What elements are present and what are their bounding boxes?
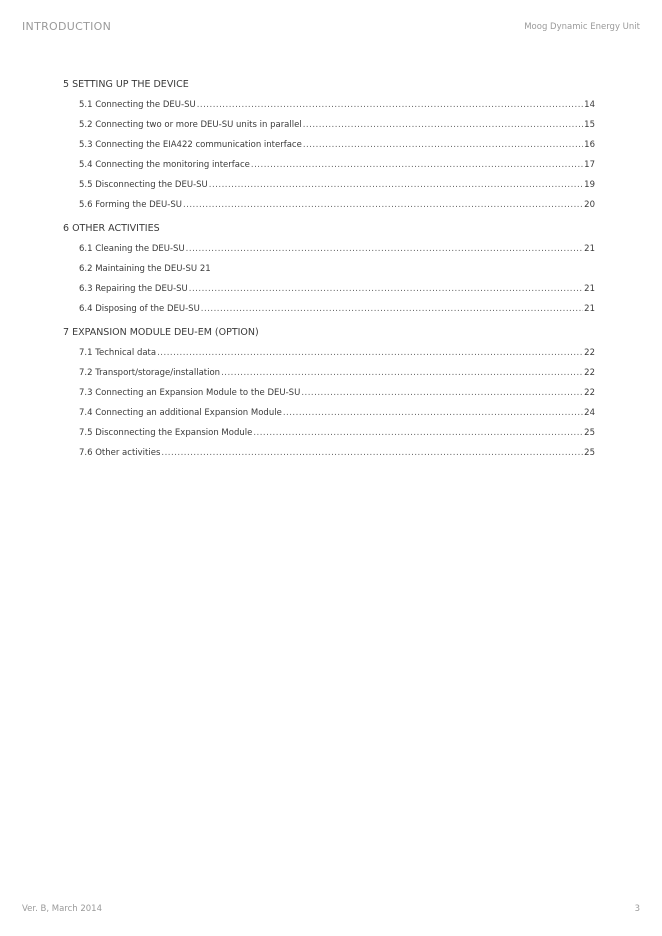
toc-entry[interactable] bbox=[79, 446, 595, 460]
toc-entry[interactable] bbox=[79, 118, 595, 132]
toc-dot-leader bbox=[201, 302, 583, 316]
toc-entry-label: 5.3 Connecting the EIA422 communication interface bbox=[79, 140, 302, 150]
toc-entry[interactable] bbox=[79, 198, 595, 212]
toc-entry[interactable] bbox=[79, 282, 595, 296]
toc-entry-label: 6.1 Cleaning the DEU-SU bbox=[79, 244, 185, 254]
toc-dot-leader bbox=[183, 198, 583, 212]
toc-dot-leader bbox=[197, 98, 583, 112]
toc-entry-label: 5.4 Connecting the monitoring interface bbox=[79, 160, 250, 170]
toc-entry-label: 6.3 Repairing the DEU-SU bbox=[79, 284, 188, 294]
toc-entry[interactable] bbox=[79, 426, 595, 440]
toc-entry-page: 15 bbox=[584, 120, 595, 130]
toc-entry-page: 22 bbox=[584, 388, 595, 398]
toc-entry-page: 21 bbox=[584, 244, 595, 254]
toc-entry-label: 7.2 Transport/storage/installation bbox=[79, 368, 221, 378]
toc-entry-page: 22 bbox=[584, 348, 595, 358]
toc-entry-page: 22 bbox=[584, 368, 595, 378]
toc-entry-label: 5.1 Connecting the DEU-SU bbox=[79, 100, 196, 110]
toc-entry[interactable] bbox=[79, 98, 595, 112]
toc-entry-label: 7.1 Technical data bbox=[79, 348, 157, 358]
toc-entry[interactable] bbox=[79, 242, 595, 256]
toc-entry-page: 17 bbox=[584, 160, 595, 170]
running-header-product: Moog Dynamic Energy Unit bbox=[524, 22, 640, 32]
toc-dot-leader bbox=[161, 446, 583, 460]
toc-dot-leader bbox=[283, 406, 583, 420]
toc-dot-leader bbox=[186, 242, 584, 256]
toc-entry-page: 25 bbox=[584, 448, 595, 458]
toc-entry-page: 25 bbox=[584, 428, 595, 438]
toc-entry-page: 16 bbox=[584, 140, 595, 150]
toc-entry-label: 5.5 Disconnecting the DEU-SU bbox=[79, 180, 208, 190]
toc-section-5 bbox=[63, 78, 595, 212]
toc-entry-label: 6.4 Disposing of the DEU-SU bbox=[79, 304, 200, 314]
toc-dot-leader bbox=[253, 426, 583, 440]
toc-dot-leader bbox=[303, 138, 583, 152]
toc-section-6 bbox=[63, 222, 595, 316]
toc-entry-label: 7.6 Other activities bbox=[79, 448, 161, 458]
toc-dot-leader bbox=[209, 178, 583, 192]
toc-entry[interactable] bbox=[79, 158, 595, 172]
toc-dot-leader bbox=[301, 386, 583, 400]
toc-entry-page: 21 bbox=[584, 284, 595, 294]
toc-entry-page: 19 bbox=[584, 180, 595, 190]
toc-entry-page: 21 bbox=[584, 304, 595, 314]
toc-entry-label: 5.6 Forming the DEU-SU bbox=[79, 200, 182, 210]
toc-entry-label: 6.2 Maintaining the DEU-SU 21 bbox=[79, 264, 211, 274]
table-of-contents bbox=[63, 78, 595, 470]
toc-section-7 bbox=[63, 326, 595, 460]
toc-section-title: 6 OTHER ACTIVITIES bbox=[63, 223, 160, 234]
toc-dot-leader bbox=[221, 366, 583, 380]
toc-entry[interactable] bbox=[79, 302, 595, 316]
toc-entry[interactable] bbox=[79, 346, 595, 360]
toc-entry[interactable] bbox=[79, 386, 595, 400]
toc-dot-leader bbox=[157, 346, 583, 360]
toc-section-title: 5 SETTING UP THE DEVICE bbox=[63, 79, 189, 90]
footer-version: Ver. B, March 2014 bbox=[22, 904, 102, 914]
toc-entry[interactable] bbox=[79, 178, 595, 192]
toc-entry-label: 5.2 Connecting two or more DEU-SU units in parallel bbox=[79, 120, 302, 130]
toc-entry[interactable] bbox=[79, 262, 595, 276]
toc-entry-label: 7.5 Disconnecting the Expansion Module bbox=[79, 428, 253, 438]
toc-entry[interactable] bbox=[79, 138, 595, 152]
toc-dot-leader bbox=[251, 158, 583, 172]
toc-entry-label: 7.4 Connecting an additional Expansion Module bbox=[79, 408, 282, 418]
toc-entry[interactable] bbox=[79, 406, 595, 420]
toc-entry-page: 14 bbox=[584, 100, 595, 110]
toc-entry-page: 20 bbox=[584, 200, 595, 210]
running-header-section: INTRODUCTION bbox=[22, 20, 112, 33]
toc-section-title: 7 EXPANSION MODULE DEU-EM (OPTION) bbox=[63, 327, 259, 338]
toc-entry-page: 24 bbox=[584, 408, 595, 418]
footer-page-number: 3 bbox=[634, 904, 640, 914]
toc-entry[interactable] bbox=[79, 366, 595, 380]
toc-dot-leader bbox=[189, 282, 583, 296]
toc-entry-label: 7.3 Connecting an Expansion Module to the DEU-SU bbox=[79, 388, 301, 398]
toc-dot-leader bbox=[303, 118, 583, 132]
